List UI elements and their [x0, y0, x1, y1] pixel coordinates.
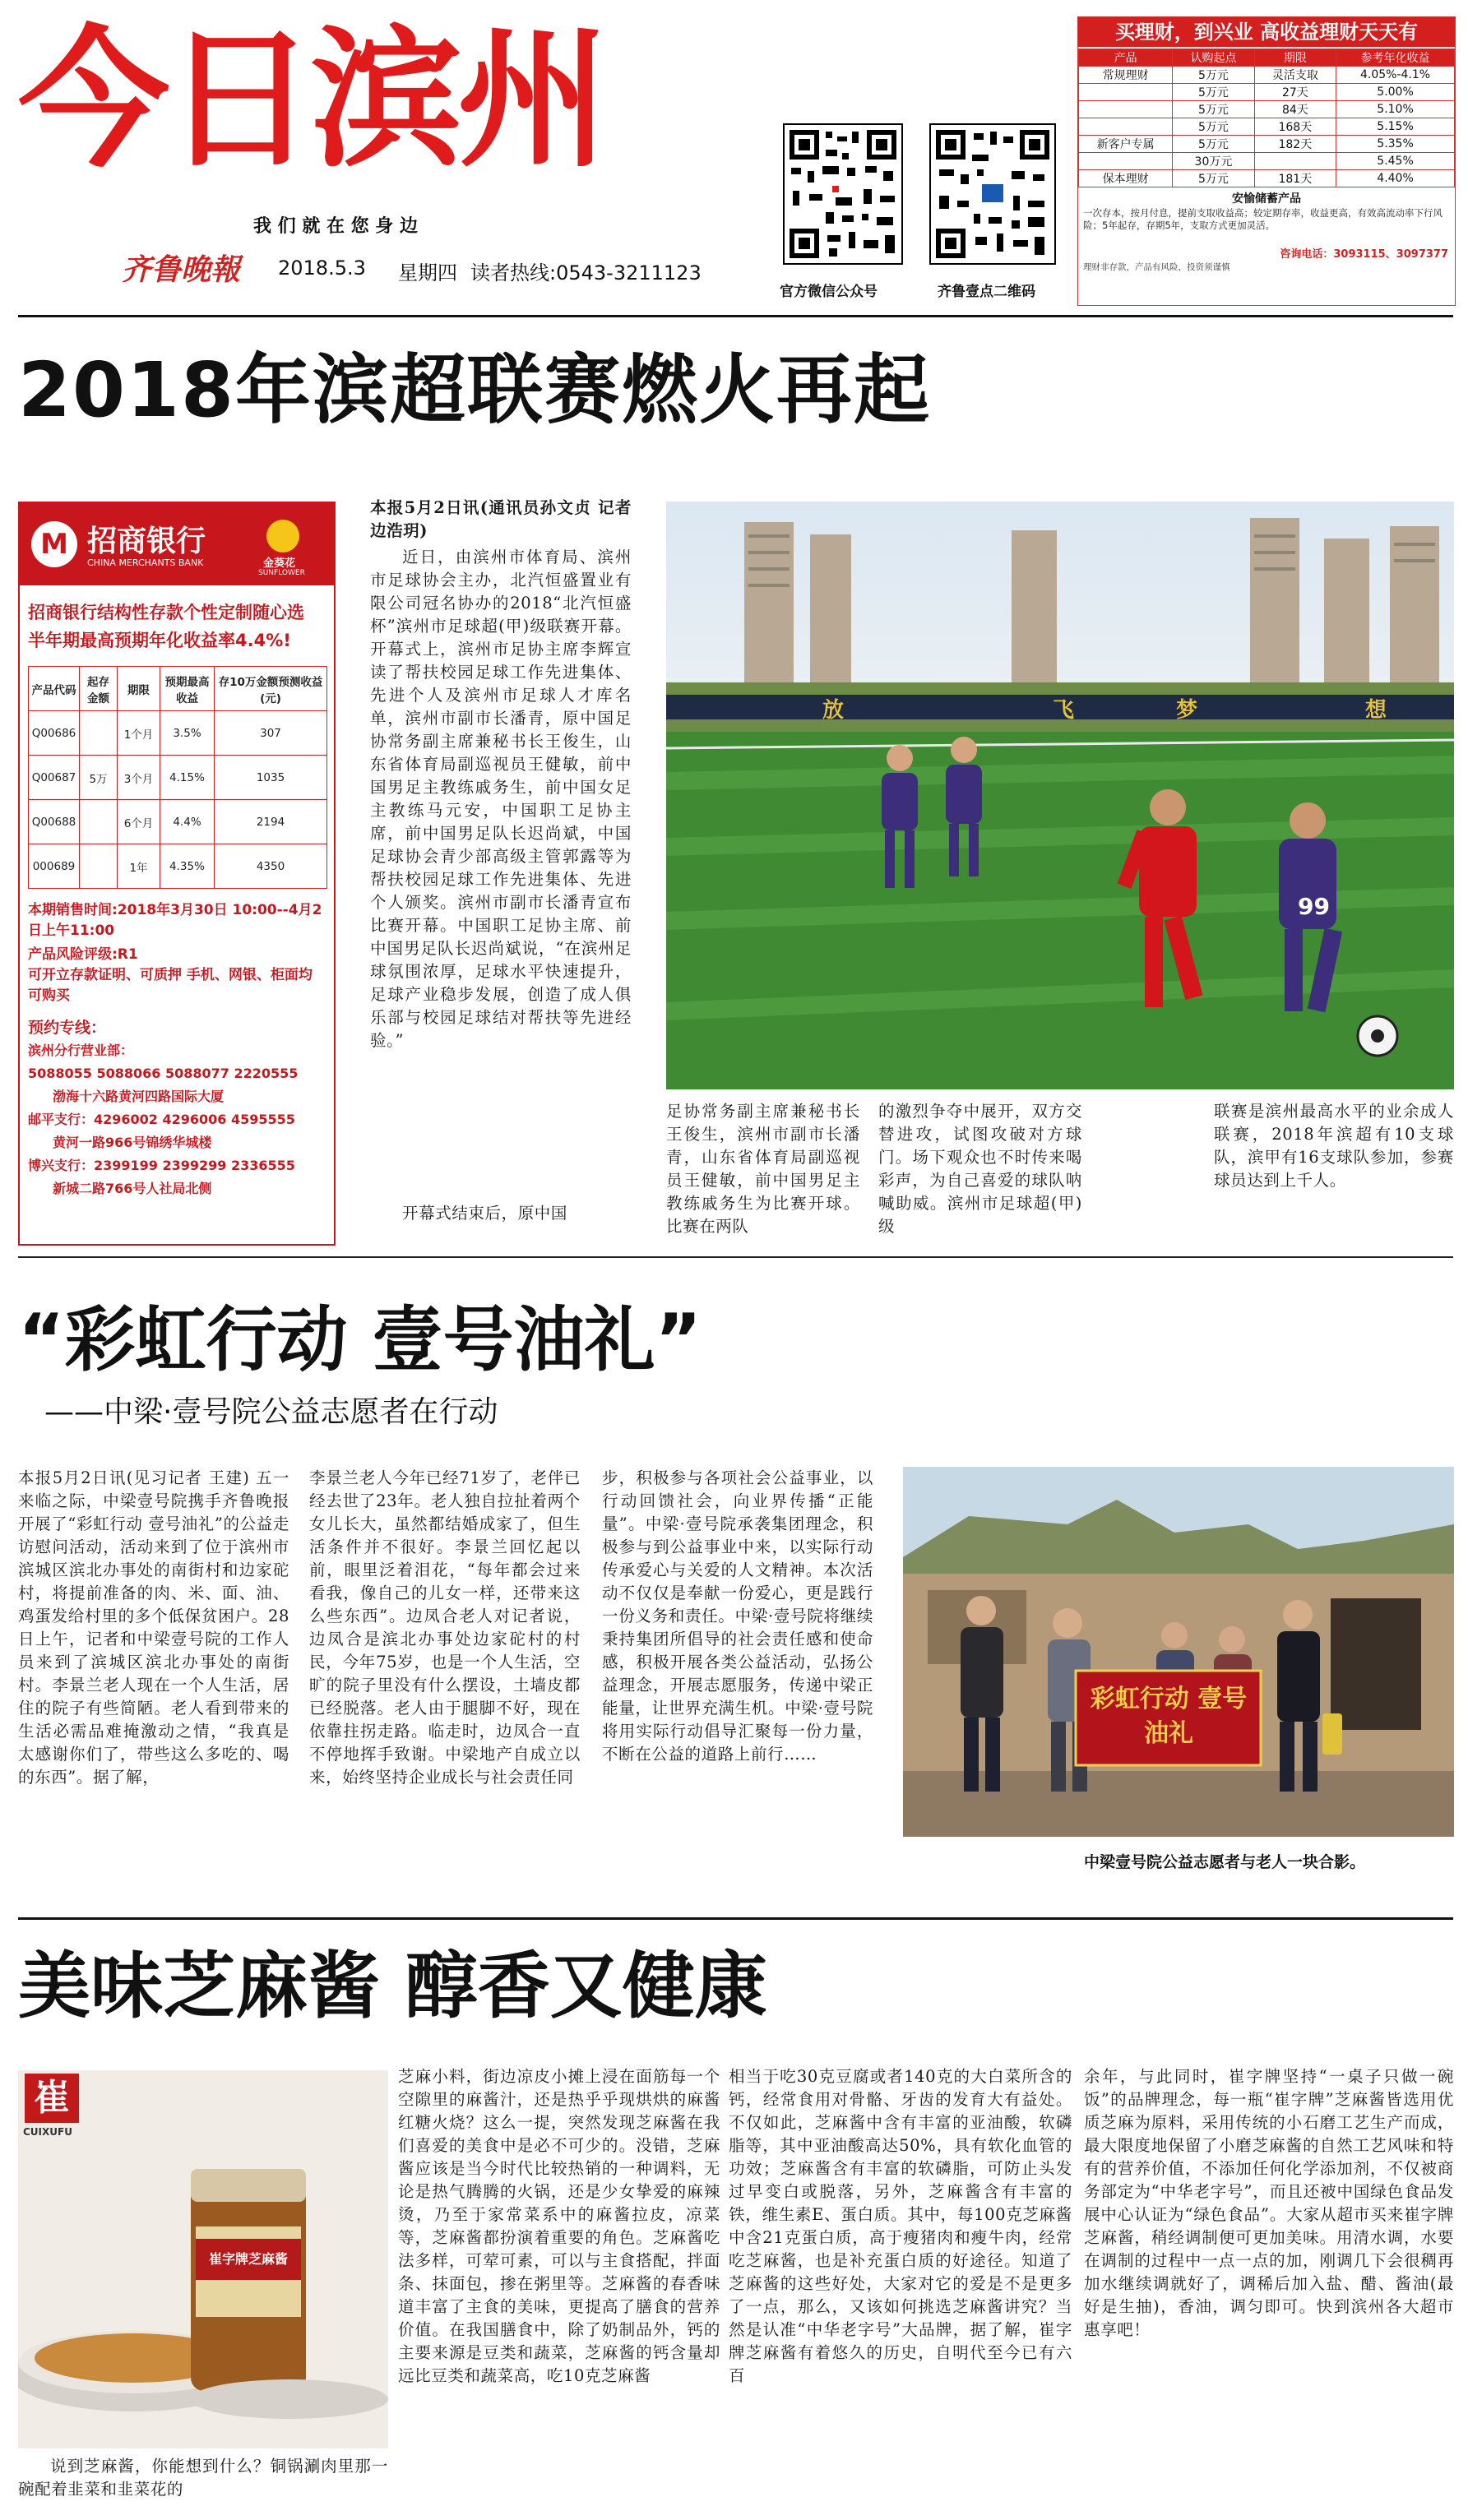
table-cell — [1254, 153, 1336, 170]
table-row — [1079, 153, 1455, 170]
table-cell: 182天 — [1254, 136, 1336, 153]
table-cell: 5万元 — [1173, 136, 1254, 153]
table-cell: 2194 — [215, 800, 327, 844]
table-row — [1079, 101, 1455, 118]
table-cell: Q00686 — [29, 711, 80, 756]
table-cell — [1079, 118, 1173, 136]
football-match-photo — [666, 502, 1454, 1089]
article3-column3: 余年，与此同时，崔字牌坚持“一桌子只做一碗饭”的品牌理念，每一瓶“崔字牌”芝麻酱皆选用优质芝麻为原料，采用传统的小石磨工艺生产而成，最大限度地保留了小磨芝麻酱的自然工艺风味和特有的营养价值，不添加任何化学添加剂，不仅被商务部定为“中华老字号”，而且还被中国绿色食品发展中心认证为“绿色食品”。大家从超市买来崔字牌芝麻酱，稍经调制便可更加美味。用清水调，水要在调制的过程中一点一点的加，刚调几下会很稠再加水继续调就好了，调稀后加入盐、醋、酱油(最好是生抽)，香油，调匀即可。快到滨州各大超市惠享吧！ — [1084, 2067, 1454, 2339]
table-header: 存10万金额预测收益(元) — [215, 667, 327, 711]
masthead-title: 今日滨州 — [18, 12, 604, 188]
football-scene-icon — [666, 502, 1454, 1089]
table-cell: 新客户专属 — [1079, 136, 1173, 153]
qr-pattern-icon — [785, 125, 901, 263]
svg-text:放: 放 — [822, 698, 845, 723]
cmb-branch-line: 5088055 5088066 5088077 2220555 — [28, 1066, 299, 1081]
cmb-branch-line: 滨州分行营业部： — [28, 1043, 134, 1058]
cmb-branch-line: 邮平支行：4296002 4296006 4595555 — [28, 1112, 295, 1127]
table-cell: 1个月 — [118, 711, 160, 756]
subheadline-rainbow: ——中梁·壹号院公益志愿者在行动 — [44, 1395, 498, 1429]
table-cell: 181天 — [1254, 170, 1336, 187]
table-cell: 84天 — [1254, 101, 1336, 118]
table-cell: 5.15% — [1336, 118, 1455, 136]
sunflower-name: 金葵花 — [263, 557, 296, 570]
reader-hotline: 读者热线:0543-3211123 — [470, 261, 702, 284]
table-cell: 常规理财 — [1079, 67, 1173, 84]
rainbow-banner-text: 彩虹行动 壹号油礼 — [1090, 1685, 1248, 1748]
table-cell: 27天 — [1254, 84, 1336, 101]
table-cell — [1079, 153, 1173, 170]
article2-column3: 步，积极参与各项社会公益事业，以行动回馈社会，向业界传播“正能量”。中梁·壹号院承袭集团理念，积极参与到公益事业中来，以实际行动传承爱心与关爱的人文精神。本次活动不仅仅是奉献一份爱心，更是践行一份义务和责任。中梁·壹号院将继续秉持集团所倡导的社会责任感和使命感，积极开展各类公益活动，弘扬公益理念，开展志愿服务，传递中梁正能量，让世界充满生机。中梁·壹号院将用实际行动倡导汇聚每一份力量，不断在公益的道路上前行…… — [602, 1468, 873, 1764]
sunflower-logo-icon — [266, 520, 299, 553]
article3-column2: 相当于吃30克豆腐或者140克的大白菜所含的钙，经常食用对骨骼、牙齿的发育大有益处。不仅如此，芝麻酱中含有丰富的亚油酸，软磷脂等，其中亚油酸高达50%，具有软化血管的功效；芝麻酱含有丰富的软磷脂，可防止头发过早变白或脱落，另外，芝麻酱含有丰富的铁，维生素E、蛋白质。其中，每100克芝麻酱中含21克蛋白质，高于瘦猪肉和瘦牛肉，经常吃芝麻酱，也是补充蛋白质的好途径。知道了芝麻酱的这些好处，大家对它的爱是不是更多了一点，那么，又该如何挑选芝麻酱讲究？当然是认准“中华老字号”大品牌，据了解，崔字牌芝麻酱有着悠久的历史，自明代至今已有六百 — [729, 2067, 1072, 2385]
article1-column2: 足协常务副主席兼秘书长王俊生，滨州市副市长潘青，山东省体育局副巡视员王健敏，前中国男足主教练戚务生为比赛开球。比赛在两队 — [666, 1102, 860, 1236]
table-row — [29, 800, 327, 844]
table-cell: 5万元 — [1173, 170, 1254, 187]
svg-text:飞: 飞 — [1053, 698, 1075, 723]
table-cell: Q00687 — [29, 756, 80, 800]
table-cell: 5万元 — [1173, 101, 1254, 118]
brand-logo-en: CUIXUFU — [23, 2126, 72, 2138]
cmb-brand-name: 招商银行 — [87, 525, 206, 558]
jar-label-text: 崔字牌芝麻酱 — [208, 2251, 288, 2267]
table-cell: 30万元 — [1173, 153, 1254, 170]
headline-football: 2018年滨超联赛燃火再起 — [18, 346, 932, 434]
table-row — [29, 711, 327, 756]
svg-text:想: 想 — [1365, 698, 1387, 723]
table-row — [29, 756, 327, 800]
table-cell: 168天 — [1254, 118, 1336, 136]
table-cell — [80, 711, 118, 756]
finance-ad-fine-print: 理财非存款，产品有风险，投资须谨慎 — [1083, 262, 1230, 272]
table-header: 产品代码 — [29, 667, 80, 711]
table-header: 预期最高收益 — [160, 667, 215, 711]
table-header: 期限 — [118, 667, 160, 711]
wechat-qr-code[interactable] — [783, 123, 903, 265]
volunteer-photo-caption: 中梁壹号院公益志愿者与老人一块合影。 — [1084, 1853, 1366, 1871]
cmb-risk-level: 产品风险评级:R1 — [28, 946, 138, 963]
table-header: 起存金额 — [80, 667, 118, 711]
brand-logo: 崔 — [25, 2074, 79, 2123]
table-row — [1079, 170, 1455, 187]
sesame-paste-product-image — [18, 2070, 388, 2448]
article2-column1: 本报5月2日讯(见习记者 王建) 五一来临之际，中梁壹号院携手齐鲁晚报开展了“彩虹行动 壹号油礼”的公益走访慰问活动，活动来到了位于滨州市滨城区滨北办事处的南街村和边家砣村，将提前准备的肉、米、面、油、鸡蛋发给村里的多个低保贫困户。28日上午，记者和中梁壹号院的工作人员来到了滨城区滨北办事处的南街村。李景兰老人现在一个人生活，居住的院子有些简陋。老人看到带来的生活必需品难掩激动之情，“我真是太感谢你们了，带些这么多吃的、喝的东西”。据了解， — [18, 1468, 289, 1787]
cmb-features: 可开立存款证明、可质押 手机、网银、柜面均可购买 — [28, 967, 313, 1004]
table-cell: 307 — [215, 711, 327, 756]
issue-date: 2018.5.3 — [278, 257, 366, 280]
cmb-ad-header — [20, 503, 334, 585]
table-cell: 5万元 — [1173, 118, 1254, 136]
issue-weekday: 星期四 — [398, 261, 457, 284]
table-cell: 5.00% — [1336, 84, 1455, 101]
article2-column2: 李景兰老人今年已经71岁了，老伴已经去世了23年。老人独自拉扯着两个女儿长大，虽然都结婚成家了，但生活条件并不很好。李景兰回忆起以前，眼里泛着泪花，“每年都会过来看我，像自己的儿女一样，还带来这么些东西”。边凤合老人对记者说，边凤合是滨北办事处边家砣村的村民，今年75岁，也是一个人生活，空旷的院子里没有什么摆设，土墙皮都已经脱落。老人由于腿脚不好，现在依靠拄拐走路。临走时，边凤合一直不停地挥手致谢。中梁地产自成立以来，始终坚持企业成长与社会责任同 — [309, 1468, 581, 1787]
cmb-branch-line: 渤海十六路黄河四路国际大厦 — [53, 1089, 225, 1104]
table-header-row — [29, 667, 327, 711]
table-row — [1079, 118, 1455, 136]
finance-ad-headline: 买理财，到兴业 高收益理财天天有 — [1078, 17, 1455, 47]
finance-ad-note: 一次存本，按月付息，提前支取收益高；较定期存率，收益更高，有效高流动率下行风险；5年起存，存期5年，支取方式更加灵活。 — [1083, 207, 1443, 231]
table-cell: 4.05%-4.1% — [1336, 67, 1455, 84]
finance-ad[interactable] — [1077, 16, 1456, 306]
article1-column1-end: 开幕式结束后，原中国 — [402, 1204, 568, 1223]
headline-sesame: 美味芝麻酱 醇香又健康 — [18, 1944, 767, 2028]
table-cell — [80, 800, 118, 844]
cmb-ad-slogan: 招商银行结构性存款个性定制随心选 半年期最高预期年化收益率4.4%! — [28, 603, 304, 650]
table-cell: 灵活支取 — [1254, 67, 1336, 84]
table-header: 期限 — [1254, 49, 1336, 67]
article1-byline: 本报5月2日讯(通讯员孙文贞 记者 边浩玥) — [370, 498, 632, 540]
cmb-branch-line: 黄河一路966号锦绣华城楼 — [53, 1135, 212, 1150]
finance-ad-subtitle: 安愉储蓄产品 — [1232, 192, 1301, 206]
cmb-hotline-title: 预约专线： — [28, 1019, 107, 1037]
table-cell — [1079, 84, 1173, 101]
article1-column1: 近日，由滨州市体育局、滨州市足球协会主办，北汽恒盛置业有限公司冠名协办的2018“北汽恒盛杯”滨州市足球超(甲)级联赛开幕。开幕式上，滨州市足协主席李辉宣读了帮扶校园足球工作先进集体、先进个人及滨州市足球人才库名单，滨州市副市长潘青，原中国足协常务副主席兼秘书长王俊生，山东省体育局副巡视员王健敏，前中国男足主教练戚务生，前中国女足主教练马元安，中国职工足协主席，前中国男足队长迟尚斌，中国足球协会青少部高级主管郭露等为帮扶校园足球工作先进集体、先进个人颁奖。滨州市副市长潘青宣布比赛开幕。中国职工足协主席、前中国男足队长迟尚斌说，“在滨州足球氛围浓厚，足球水平快速提升，足球产业稳步发展，创造了成人俱乐部与校园足球结对帮扶等先进经验。” — [370, 548, 632, 1050]
headline-rainbow: “彩虹行动 壹号油礼” — [18, 1299, 702, 1381]
table-cell: 4.35% — [160, 844, 215, 889]
table-cell: 1035 — [215, 756, 327, 800]
table-cell: 1年 — [118, 844, 160, 889]
article3-intro: 说到芝麻酱，你能想到什么？铜锅涮肉里那一碗配着韭菜和韭菜花的 — [18, 2457, 388, 2499]
cmb-logo-icon: M — [31, 521, 77, 567]
wechat-qr-caption: 官方微信公众号 — [780, 284, 878, 300]
table-cell: 000689 — [29, 844, 80, 889]
cmb-brand-en: CHINA MERCHANTS BANK — [87, 557, 204, 568]
volunteer-photo — [903, 1467, 1454, 1837]
table-row — [1079, 67, 1455, 84]
table-cell: 5.10% — [1336, 101, 1455, 118]
table-cell: Q00688 — [29, 800, 80, 844]
table-cell: 5万元 — [1173, 84, 1254, 101]
qilu-app-qr-code[interactable] — [929, 123, 1056, 265]
table-cell: 5.45% — [1336, 153, 1455, 170]
table-cell: 保本理财 — [1079, 170, 1173, 187]
table-cell — [80, 844, 118, 889]
table-cell: 4.4% — [160, 800, 215, 844]
table-cell: 3.5% — [160, 711, 215, 756]
article1-column4: 联赛是滨州最高水平的业余成人联赛，2018年滨超有10支球队，滨甲有16支球队参加，参赛球员达到上千人。 — [1214, 1102, 1454, 1190]
finance-ad-consult: 咨询电话：3093115、3097377 — [1280, 248, 1448, 261]
table-cell: 5.35% — [1336, 136, 1455, 153]
table-cell: 6个月 — [118, 800, 160, 844]
table-cell: 4350 — [215, 844, 327, 889]
qr-pattern-icon — [931, 125, 1054, 263]
table-header: 参考年化收益 — [1336, 49, 1455, 67]
article3-column1: 芝麻小料，街边凉皮小摊上浸在面筋每一个空隙里的麻酱汁，还是热乎乎现烘烘的麻酱红糖火烧？这么一提，突然发现芝麻酱在我们喜爱的美食中是必不可少的。没错，芝麻酱应该是当今时代比较热销的一种调料，无论是热气腾腾的火锅，还是少女挚爱的麻辣烫，乃至于家常菜系中的麻酱拉皮，凉菜等，芝麻酱都扮演着重要的角色。芝麻酱吃法多样，可荤可素，可以与主食搭配，拌面条、抹面包，掺在粥里等。芝麻酱的春香味道丰富了主食的美味，更提高了膳食的营养价值。在我国膳食中，除了奶制品外，钙的主要来源是豆类和蔬菜，芝麻酱的钙含量却远比豆类和蔬菜高，吃10克芝麻酱 — [398, 2067, 720, 2385]
sunflower-en: SUNFLOWER — [258, 569, 305, 577]
svg-text:梦: 梦 — [1176, 698, 1198, 723]
cmb-bank-ad[interactable] — [18, 502, 336, 1246]
article1-column3: 的激烈争夺中展开，双方交替进攻，试图攻破对方球门。场下观众也不时传来喝彩声，为自己喜爱的球队呐喊助威。滨州市足球超(甲)级 — [878, 1102, 1082, 1236]
table-cell: 5万元 — [1173, 67, 1254, 84]
table-header-row — [1079, 49, 1455, 67]
table-cell: 5万 — [80, 756, 118, 800]
finance-rate-table — [1078, 49, 1455, 187]
qilu-qr-caption: 齐鲁壹点二维码 — [938, 284, 1035, 300]
cmb-product-table — [28, 666, 327, 889]
table-cell: 4.40% — [1336, 170, 1455, 187]
table-cell: 4.15% — [160, 756, 215, 800]
table-cell: 3个月 — [118, 756, 160, 800]
svg-text:99: 99 — [1298, 893, 1330, 920]
masthead-slogan: 我 们 就 在 您 身 边 — [253, 216, 418, 237]
table-cell — [1079, 101, 1173, 118]
table-row — [1079, 136, 1455, 153]
cmb-branch-line: 新城二路766号人社局北侧 — [53, 1181, 212, 1196]
table-row — [1079, 84, 1455, 101]
table-row — [29, 844, 327, 889]
paper-name: 齐鲁晚報 — [122, 252, 241, 287]
volunteer-scene-icon — [903, 1467, 1454, 1837]
cmb-branch-line: 博兴支行：2399199 2399299 2336555 — [28, 1158, 295, 1173]
table-header: 认购起点 — [1173, 49, 1254, 67]
table-header: 产品 — [1079, 49, 1173, 67]
cmb-sale-time: 本期销售时间:2018年3月30日 10:00--4月2日上午11:00 — [28, 902, 322, 939]
